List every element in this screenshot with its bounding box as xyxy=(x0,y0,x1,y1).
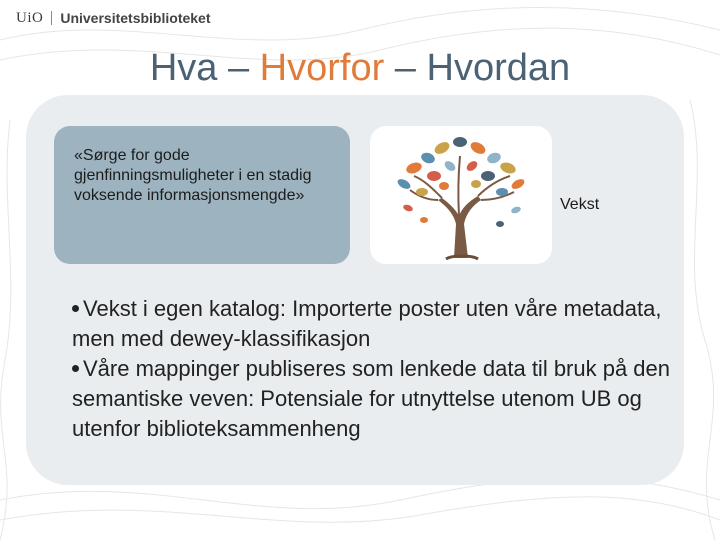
bullet-item xyxy=(72,294,682,354)
bullet-dot-icon xyxy=(72,305,79,312)
bullet-item xyxy=(72,354,682,444)
bullet-list xyxy=(72,294,682,444)
bullet-text: Vekst i egen katalog: Importerte poster uten våre metadata, men med dewey-klassifikasjon xyxy=(72,296,662,351)
university-logo xyxy=(16,8,211,28)
title-part-how: – Hvordan xyxy=(384,47,571,89)
growth-tree-icon xyxy=(384,128,538,262)
quote-text: «Sørge for gode gjenfinningsmuligheter i en stadig voksende informasjonsmengde» xyxy=(74,147,312,204)
tree-image-box xyxy=(370,126,552,264)
title-part-what: Hva – xyxy=(149,47,260,89)
title-part-why: Hvorfor xyxy=(259,47,385,89)
bullet-text: Våre mappinger publiseres som lenkede data til bruk på den semantiske veven: Potensiale for utnyttelse utenom UB og utenfor biblioteksammenheng xyxy=(72,356,671,441)
slide-title xyxy=(0,46,720,90)
logo-mark: UiO xyxy=(16,9,44,26)
image-caption: Vekst xyxy=(560,196,600,213)
logo-divider xyxy=(51,11,52,25)
bullet-dot-icon xyxy=(72,365,79,372)
logo-text: Universitetsbiblioteket xyxy=(60,10,211,26)
quote-box xyxy=(54,126,350,264)
